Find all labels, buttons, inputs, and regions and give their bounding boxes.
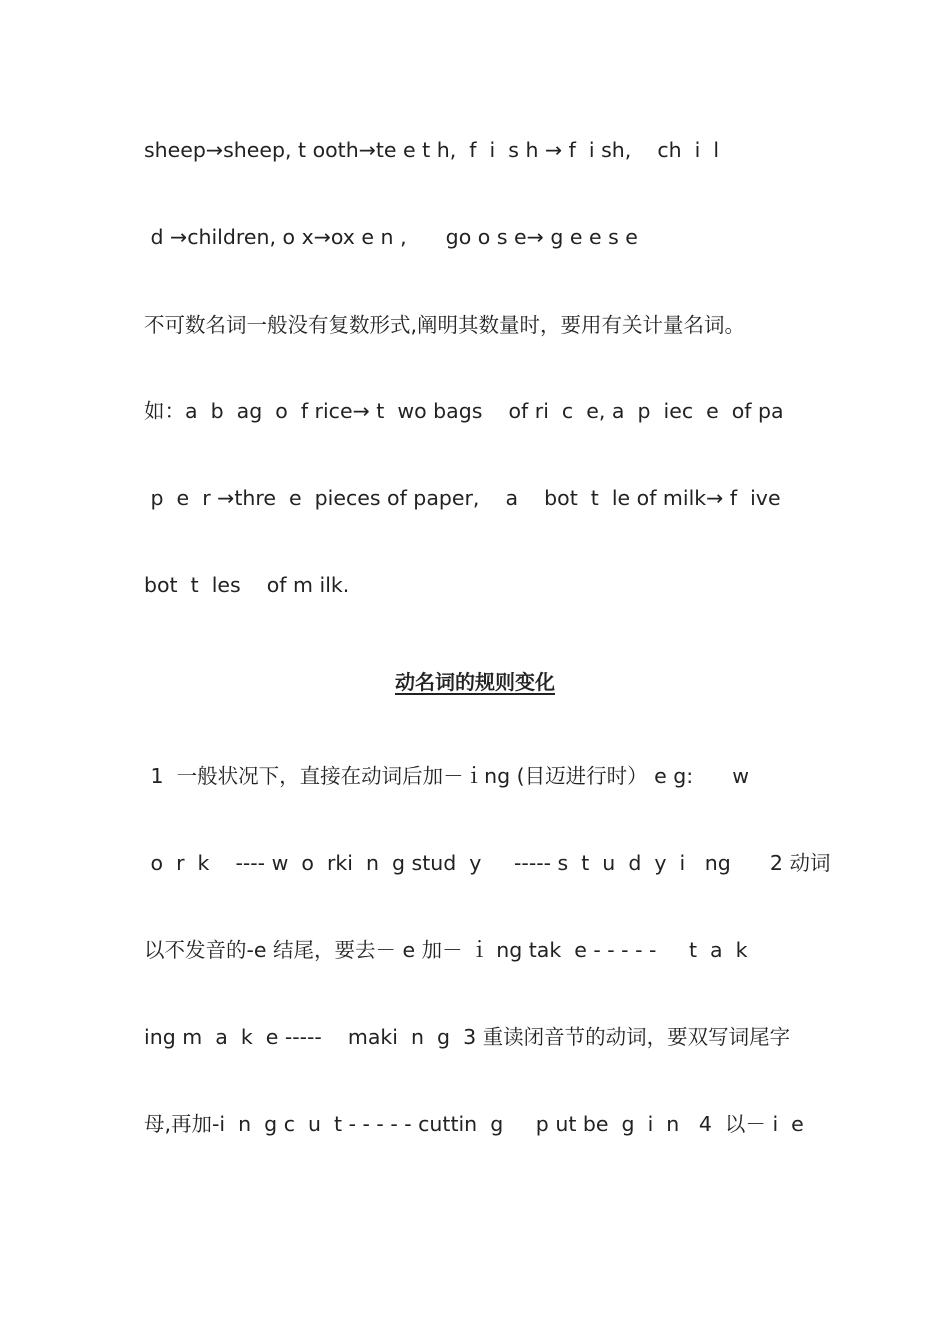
text-line-uncountable-example-3: bot t les of m ilk. [144,573,350,597]
text-line-plural-irregular-1: sheep→sheep, t ooth→te e t h, f i s h → f i sh, ch i l [144,138,720,162]
text-line-plural-irregular-2: d →children, o x→ox e n , go o s e→ g e e s e [144,225,638,249]
text-line-gerund-rule-4: ing m a k e ----- maki n g 3 重读闭音节的动词，要双写词尾字 [144,1025,791,1049]
section-heading-text: 动名词的规则变化 [395,670,555,694]
text-line-gerund-rule-3: 以不发音的-e 结尾，要去－ e 加－ ｉ ng tak e - - - - - t a k [144,938,748,962]
text-line-gerund-rule-1: 1 一般状况下，直接在动词后加－ｉng (目迈进行时） e g: w [144,764,750,788]
text-line-uncountable-example-1: 如：a b ag o f rice→ t wo bags of ri c e, a p iec e of pa [144,399,784,423]
text-line-gerund-rule-2: o r k ---- w o rki n g stud y ----- s t u d y i ng 2 动词 [144,851,831,875]
section-heading [0,668,950,696]
text-line-uncountable-example-2: p e r →thre e pieces of paper, a bot t le of milk→ f ive [144,486,781,510]
text-line-gerund-rule-5: 母,再加-i n g c u t - - - - - cuttin g p ut be g i n 4 以－ i e [144,1112,804,1136]
text-line-uncountable-rule: 不可数名词一般没有复数形式,阐明其数量时，要用有关计量名词。 [144,313,746,337]
